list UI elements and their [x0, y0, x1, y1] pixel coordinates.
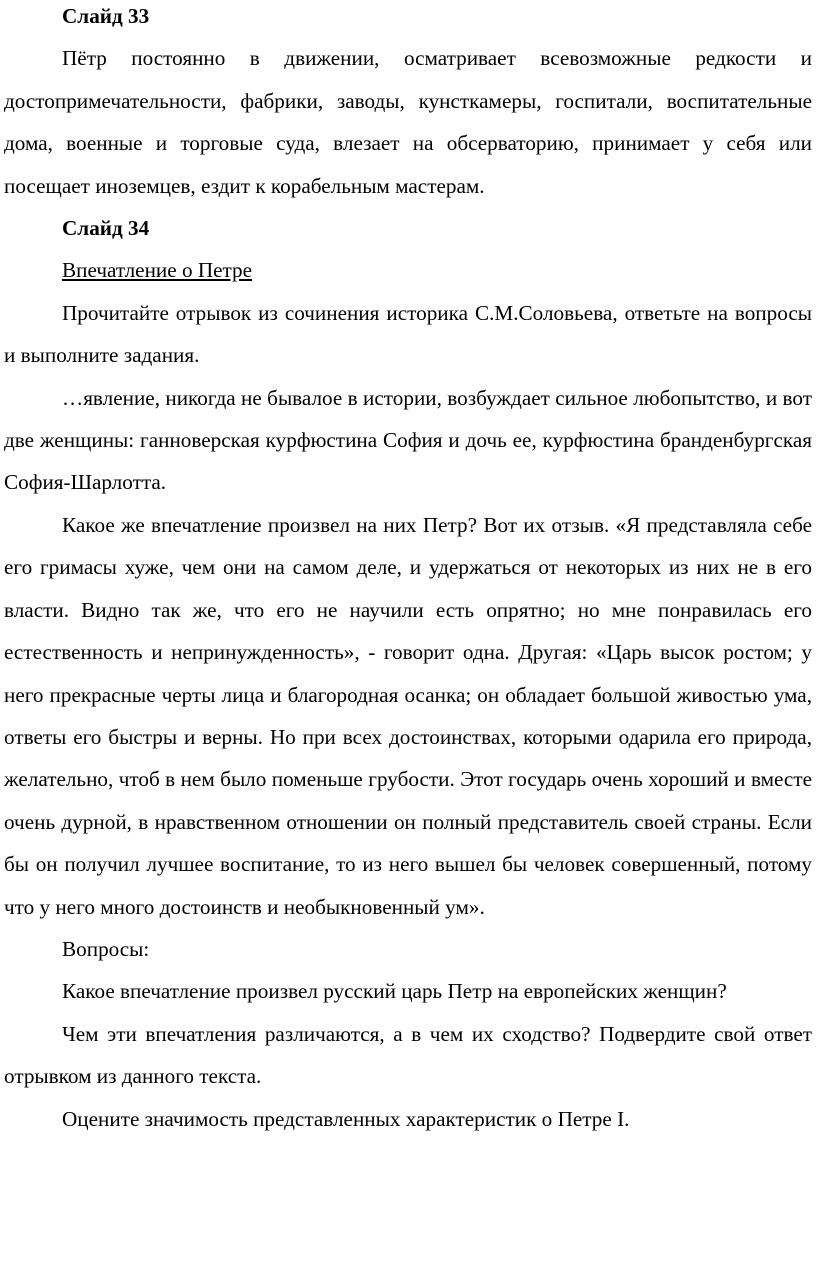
slide-34-heading: Слайд 34 — [62, 216, 150, 241]
slide-34-subtitle-text: Впечатление о Петре — [62, 258, 253, 283]
question-1: Какое впечатление произвел русский царь Петр на европейских женщин? — [62, 979, 727, 1004]
instruction-text: Прочитайте отрывок из сочинения историка С.М.Соловьева, ответьте на вопросы и выполните задания. — [4, 300, 812, 368]
slide-33-heading: Слайд 33 — [62, 4, 150, 28]
question-3: Оцените значимость представленных характеристик о Петре I. — [62, 1106, 630, 1131]
questions-label: Вопросы: — [62, 936, 150, 961]
slide-33-text: Пётр постоянно в движении, осматривает всевозможные редкости и достопримечательности, фабрики, заводы, кунсткамеры, госпитали, воспитательные дома, военные и торговые суда, влезает на обсерваторию, принимает у себя или посещает иноземцев, ездит к корабельным мастерам. — [4, 46, 812, 198]
question-2: Чем эти впечатления различаются, а в чем их сходство? Подвердите свой ответ отрывком из данного текста. — [4, 1021, 812, 1089]
excerpt-paragraph-1: …явление, никогда не бывалое в истории, возбуждает сильное любопытство, и вот две женщины: ганноверская курфюстина София и дочь ее, курфюстина бранденбургская София-Шарлотта. — [4, 385, 812, 495]
excerpt-paragraph-2: Какое же впечатление произвел на них Петр? Вот их отзыв. «Я представляла себе его гримасы хуже, чем они на самом деле, и удержаться от некоторых из них не в его власти. Видно так же, что его не научили есть опрятно; но мне понравилась его естественность и непринужденность», - говорит одна. Другая: «Царь высок ростом; у него прекрасные черты лица и благородная осанка; он обладает большой живостью ума, ответы его быстры и верны. Но при всех достоинствах, которыми одарила его природа, желательно, чтоб в нем было поменьше грубости. Этот государь очень хороший и вместе очень дурной, в нравственном отношении он полный представитель своей страны. Если бы он получил лучшее воспитание, то из него вышел бы человек совершенный, потому что у него много достоинств и необыкновенный ум». — [4, 512, 812, 919]
slide-34-subtitle — [4, 249, 812, 291]
